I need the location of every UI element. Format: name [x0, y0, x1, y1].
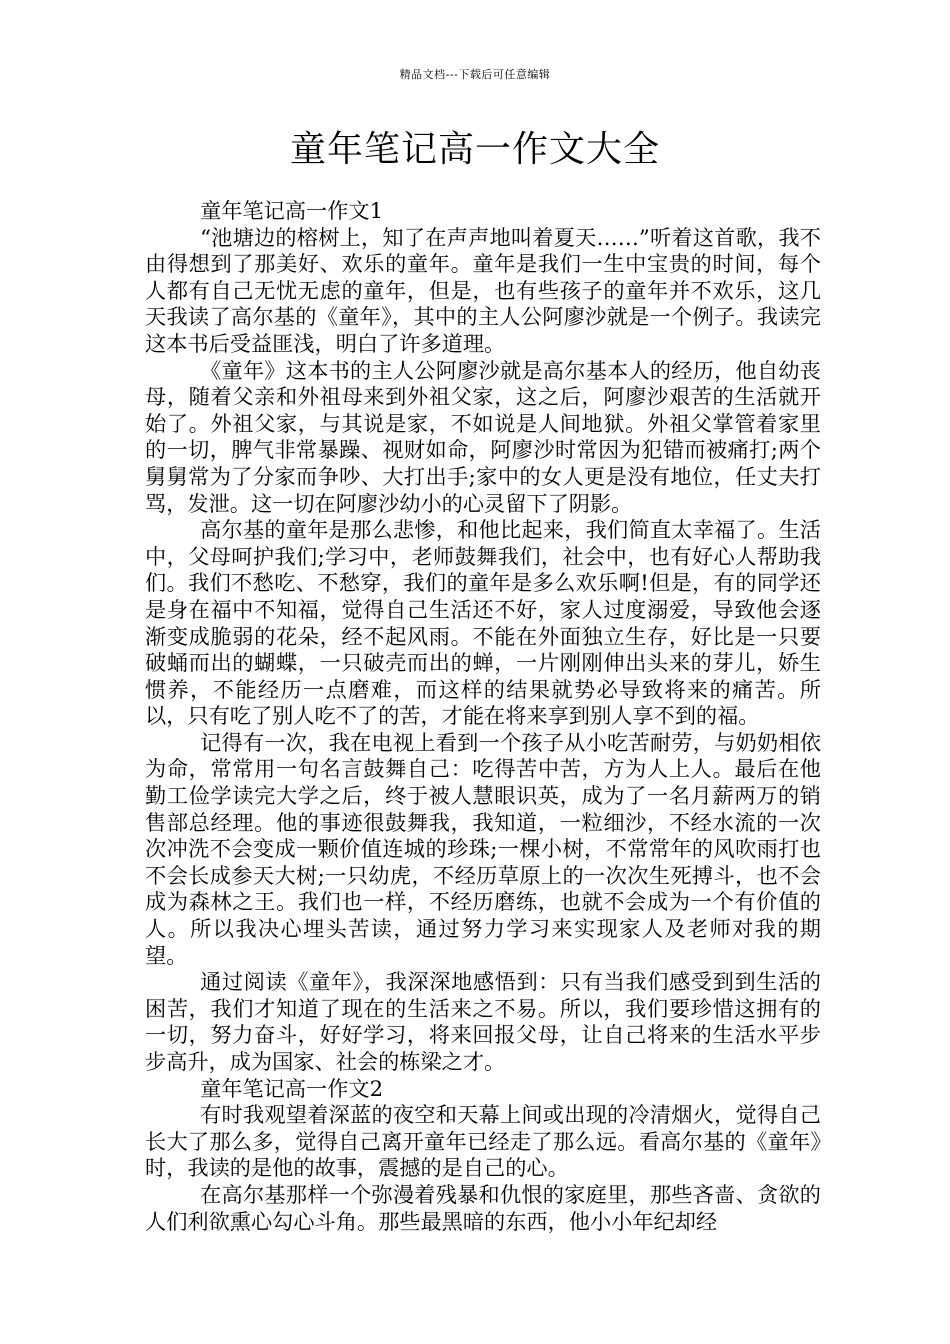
paragraph: 记得有一次，我在电视上看到一个孩子从小吃苦耐劳，与奶奶相依为命，常常用一句名言鼓舞自己：吃得苦中苦，方为人上人。最后在他勤工俭学读完大学之后，终于被人慧眼识英，成为了一名月薪两万的销售部总经理。他的事迹很鼓舞我，我知道，一粒细沙，不经水流的一次次冲洗不会变成一颗价值连城的珍珠;一棵小树，不常常年的风吹雨打也不会长成参天大树;一只幼虎，不经历草原上的一次次生死搏斗，也不会成为森林之王。我们也一样，不经历磨练，也就不会成为一个有价值的人。所以我决心埋头苦读，通过努力学习来实现家人及老师对我的期望。	[145, 729, 821, 968]
header-note: 精品文档---下载后可任意编辑	[399, 68, 551, 81]
paragraph: 在高尔基那样一个弥漫着残暴和仇恨的家庭里，那些吝啬、贪欲的人们利欲熏心勾心斗角。那些最黑暗的东西，他小小年纪却经	[145, 1181, 821, 1234]
paragraph: “池塘边的榕树上，知了在声声地叫着夏天……”听着这首歌，我不由得想到了那美好、欢乐的童年。童年是我们一生中宝贵的时间，每个人都有自己无忧无虑的童年，但是，也有些孩子的童年并不欢乐，这几天我读了高尔基的《童年》，其中的主人公阿廖沙就是一个例子。我读完这本书后受益匪浅，明白了许多道理。	[145, 224, 821, 356]
paragraph: 高尔基的童年是那么悲惨，和他比起来，我们简直太幸福了。生活中，父母呵护我们;学习中，老师鼓舞我们，社会中，也有好心人帮助我们。我们不愁吃、不愁穿，我们的童年是多么欢乐啊!但是，有的同学还是身在福中不知福，觉得自己生活还不好，家人过度溺爱，导致他会逐渐变成脆弱的花朵，经不起风雨。不能在外面独立生存，好比是一只要破蛹而出的蝴蝶，一只破壳而出的蝉，一片刚刚伸出头来的芽儿，娇生惯养，不能经历一点磨难，而这样的结果就势必导致将来的痛苦。所以，只有吃了别人吃不了的苦，才能在将来享到别人享不到的福。	[145, 517, 821, 729]
document-body	[145, 198, 821, 1235]
section-heading-2: 童年笔记高一作文2	[200, 1075, 384, 1101]
document-title: 童年笔记高一作文大全	[289, 129, 660, 170]
paragraph: 通过阅读《童年》，我深深地感悟到：只有当我们感受到到生活的困苦，我们才知道了现在的生活来之不易。所以，我们要珍惜这拥有的一切，努力奋斗，好好学习，将来回报父母，让自己将来的生活水平步步高升，成为国家、社会的栋梁之才。	[145, 969, 821, 1074]
paragraph: 《童年》这本书的主人公阿廖沙就是高尔基本人的经历，他自幼丧母，随着父亲和外祖母来到外祖父家，这之后，阿廖沙艰苦的生活就开始了。外祖父家，与其说是家，不如说是人间地狱。外祖父掌管着家里的一切，脾气非常暴躁、视财如命，阿廖沙时常因为犯错而被痛打;两个舅舅常为了分家而争吵、大打出手;家中的女人更是没有地位，任丈夫打骂，发泄。这一切在阿廖沙幼小的心灵留下了阴影。	[145, 357, 821, 516]
section-heading-1: 童年笔记高一作文1	[200, 198, 384, 223]
paragraph: 有时我观望着深蓝的夜空和天幕上间或出现的冷清烟火，觉得自己长大了那么多，觉得自己离开童年已经走了那么远。看高尔基的《童年》时，我读的是他的故事，震撼的是自己的心。	[145, 1102, 821, 1181]
